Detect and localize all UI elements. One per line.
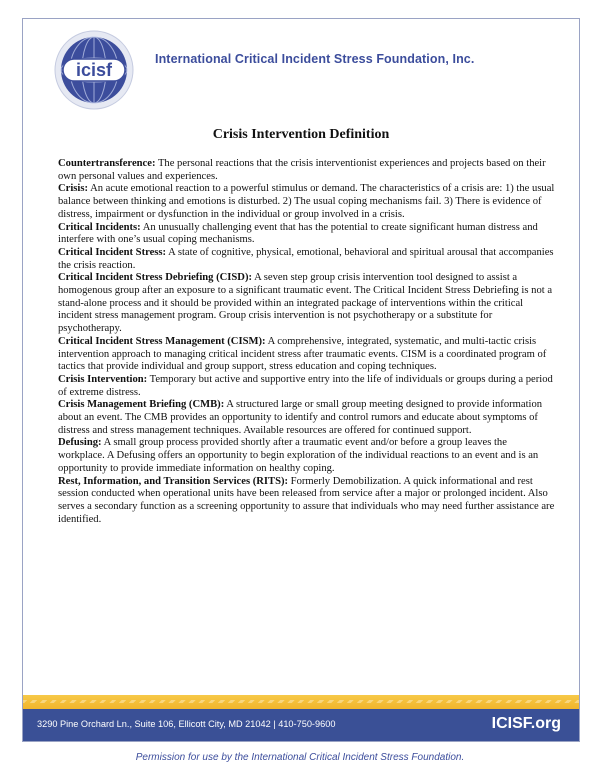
definition-item [58,222,556,247]
organization-name: International Critical Incident Stress Foundation, Inc. [155,52,475,66]
definition-item [58,183,556,221]
website-link[interactable]: ICISF.org [491,715,561,732]
logo-text: icisf [75,60,113,80]
definition-term: Critical Incident Stress Management (CISM): [58,335,266,347]
definition-item [58,158,556,183]
definition-text: Formerly Demobilization. A quick informational and rest session conducted when operational units have been released from service after a major or prolonged incident. Also serves a secondary function as a screening opportunity to assure that individuals who may need further assistance are identified. [58,475,555,525]
definition-text: Temporary but active and supportive entry into the life of individuals or groups during a period of extreme distress. [58,373,553,398]
definition-text: The personal reactions that the crisis interventionist experiences and projects based on their own personal values and experiences. [58,158,546,182]
definition-text: A small group process provided shortly after a traumatic event and/or before a group leaves the workplace. A Defusing offers an opportunity to begin exploration of the individual reactions to an event and is an opportunity to provide immediate information on healthy coping. [58,437,539,474]
definition-term: Critical Incident Stress Debriefing (CISD): [58,272,253,284]
footer-bar [23,709,579,741]
definition-term: Crisis: [58,183,89,195]
definitions-list [58,158,556,526]
definition-text: A state of cognitive, physical, emotional, behavioral and spiritual arousal that accompanies the crisis reaction. [58,246,554,271]
definition-term: Critical Incidents: [58,221,141,233]
document-page [22,18,580,742]
definition-item [58,336,556,374]
definition-term: Critical Incident Stress: [58,246,167,258]
definition-text: A seven step group crisis intervention tool designed to assist a homogenous group after an exposure to a significant traumatic event. The Critical Incident Stress Debriefing is not a stand-alone process and it should be provided within an integrated package of interventions within the critical incident stress management program. Group crisis intervention is not psychotherapy or a substitute for psychotherapy. [58,272,553,335]
definition-term: Rest, Information, and Transition Services (RITS): [58,475,289,487]
definition-item [58,399,556,437]
footer-address: 3290 Pine Orchard Ln., Suite 106, Ellicott City, MD 21042 | 410-750-9600 [37,719,336,729]
definition-text: A comprehensive, integrated, systematic, and multi-tactic crisis intervention approach to managing critical incident stress after traumatic events. CISM is a coordinated program of tactics that provide individual and group support, stress education and coping techniques. [58,335,547,373]
definition-item [58,374,556,399]
definition-text: An acute emotional reaction to a powerful stimulus or demand. The characteristics of a crisis are: 1) the usual balance between thinking and emotions is disturbed. 2) The usual coping mechanisms fail. 3) There is evidence of distress, impairment or dysfunction in the individual or group involved in a crisis. [58,183,555,220]
definition-text: An unusually challenging event that has the potential to create significant human distress and interfere with one’s usual coping mechanisms. [58,221,538,246]
permission-note: Permission for use by the International Critical Incident Stress Foundation. [135,752,465,763]
definition-term: Crisis Management Briefing (CMB): [58,399,225,411]
definition-item [58,247,556,272]
definition-item [58,437,556,475]
definition-term: Countertransference: [58,158,156,169]
definition-item [58,476,556,527]
icisf-logo [53,29,135,111]
definition-term: Crisis Intervention: [58,373,148,385]
definition-item [58,272,556,336]
letterhead [23,19,579,103]
page-title: Crisis Intervention Definition [212,127,390,142]
definition-term: Defusing: [58,437,102,449]
gold-stripe [23,695,579,709]
definition-text: A structured large or small group meeting designed to provide information about an event. The CMB provides an opportunity to identify and control rumors and educate about symptoms of distress and stress management techniques. Available resources are offered for continued support. [58,399,543,436]
